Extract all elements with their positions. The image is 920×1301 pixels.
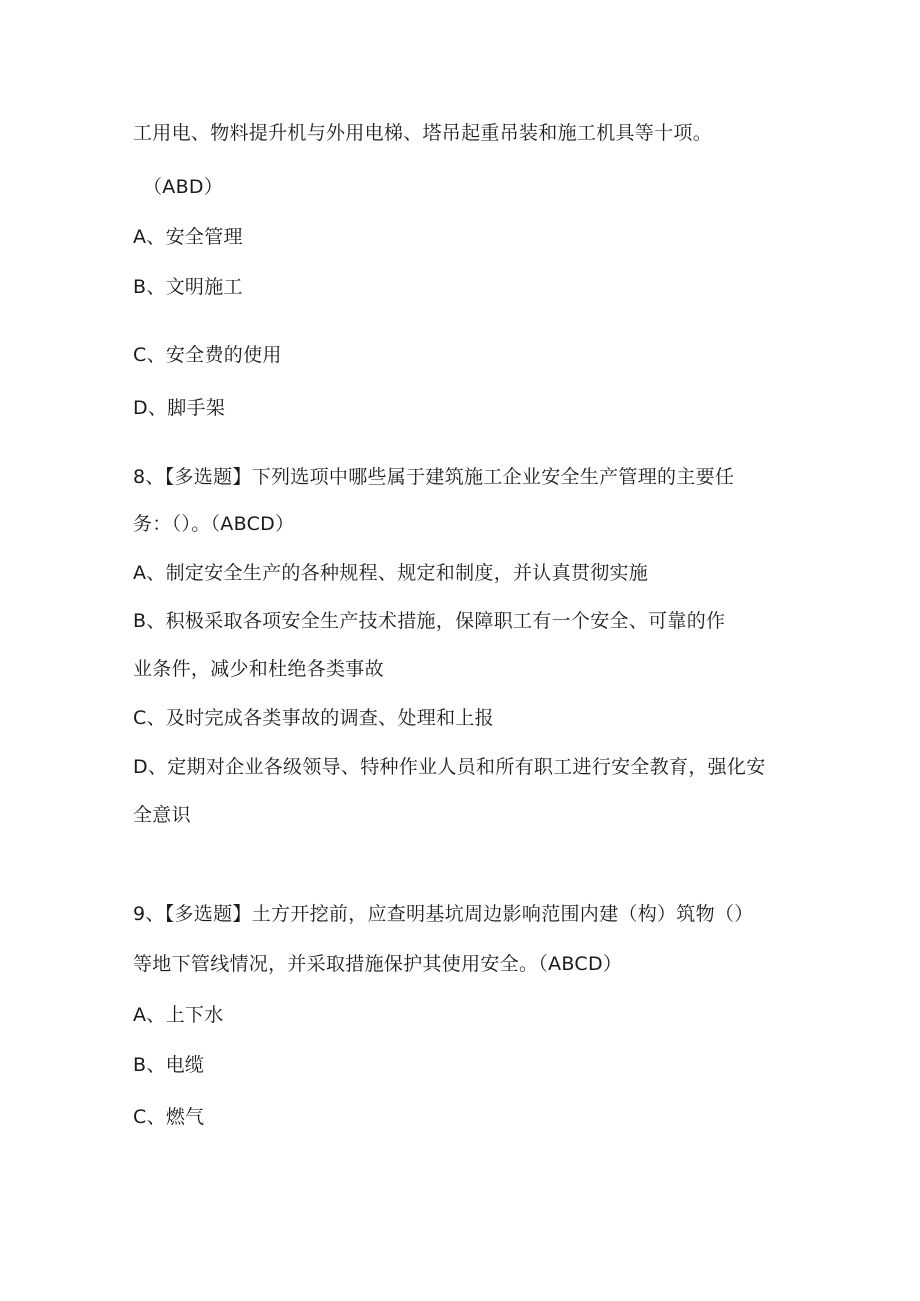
q7-option-c: C、安全费的使用 — [133, 344, 282, 366]
q9-stem-line1: 9、【多选题】土方开挖前，应查明基坑周边影响范围内建（构）筑物（） — [133, 903, 754, 925]
q8-option-a: A、制定安全生产的各种规程、规定和制度，并认真贯彻实施 — [133, 562, 649, 584]
q7-option-a: A、安全管理 — [133, 226, 243, 248]
q7-option-d: D、脚手架 — [133, 397, 226, 419]
q7-option-b: B、文明施工 — [133, 276, 243, 298]
q9-option-a: A、上下水 — [133, 1004, 224, 1026]
q8-stem-line2: 务：（）。（ABCD） — [133, 513, 295, 535]
q8-option-c: C、及时完成各类事故的调查、处理和上报 — [133, 707, 494, 729]
q9-stem-line2: 等地下管线情况，并采取措施保护其使用安全。（ABCD） — [133, 953, 623, 975]
q9-option-b: B、电缆 — [133, 1054, 205, 1076]
q8-stem-line1: 8、【多选题】下列选项中哪些属于建筑施工企业安全生产管理的主要任 — [133, 466, 735, 488]
q9-option-c: C、燃气 — [133, 1106, 205, 1128]
q7-stem-tail: 工用电、物料提升机与外用电梯、塔吊起重吊装和施工机具等十项。 — [133, 122, 713, 144]
q7-answer: （ABD） — [143, 176, 224, 198]
q8-option-b-line1: B、积极采取各项安全生产技术措施，保障职工有一个安全、可靠的作 — [133, 610, 726, 632]
q8-option-b-line2: 业条件，减少和杜绝各类事故 — [133, 658, 384, 680]
q8-option-d-line2: 全意识 — [133, 804, 191, 826]
q8-option-d-line1: D、定期对企业各级领导、特种作业人员和所有职工进行安全教育，强化安 — [133, 756, 766, 778]
